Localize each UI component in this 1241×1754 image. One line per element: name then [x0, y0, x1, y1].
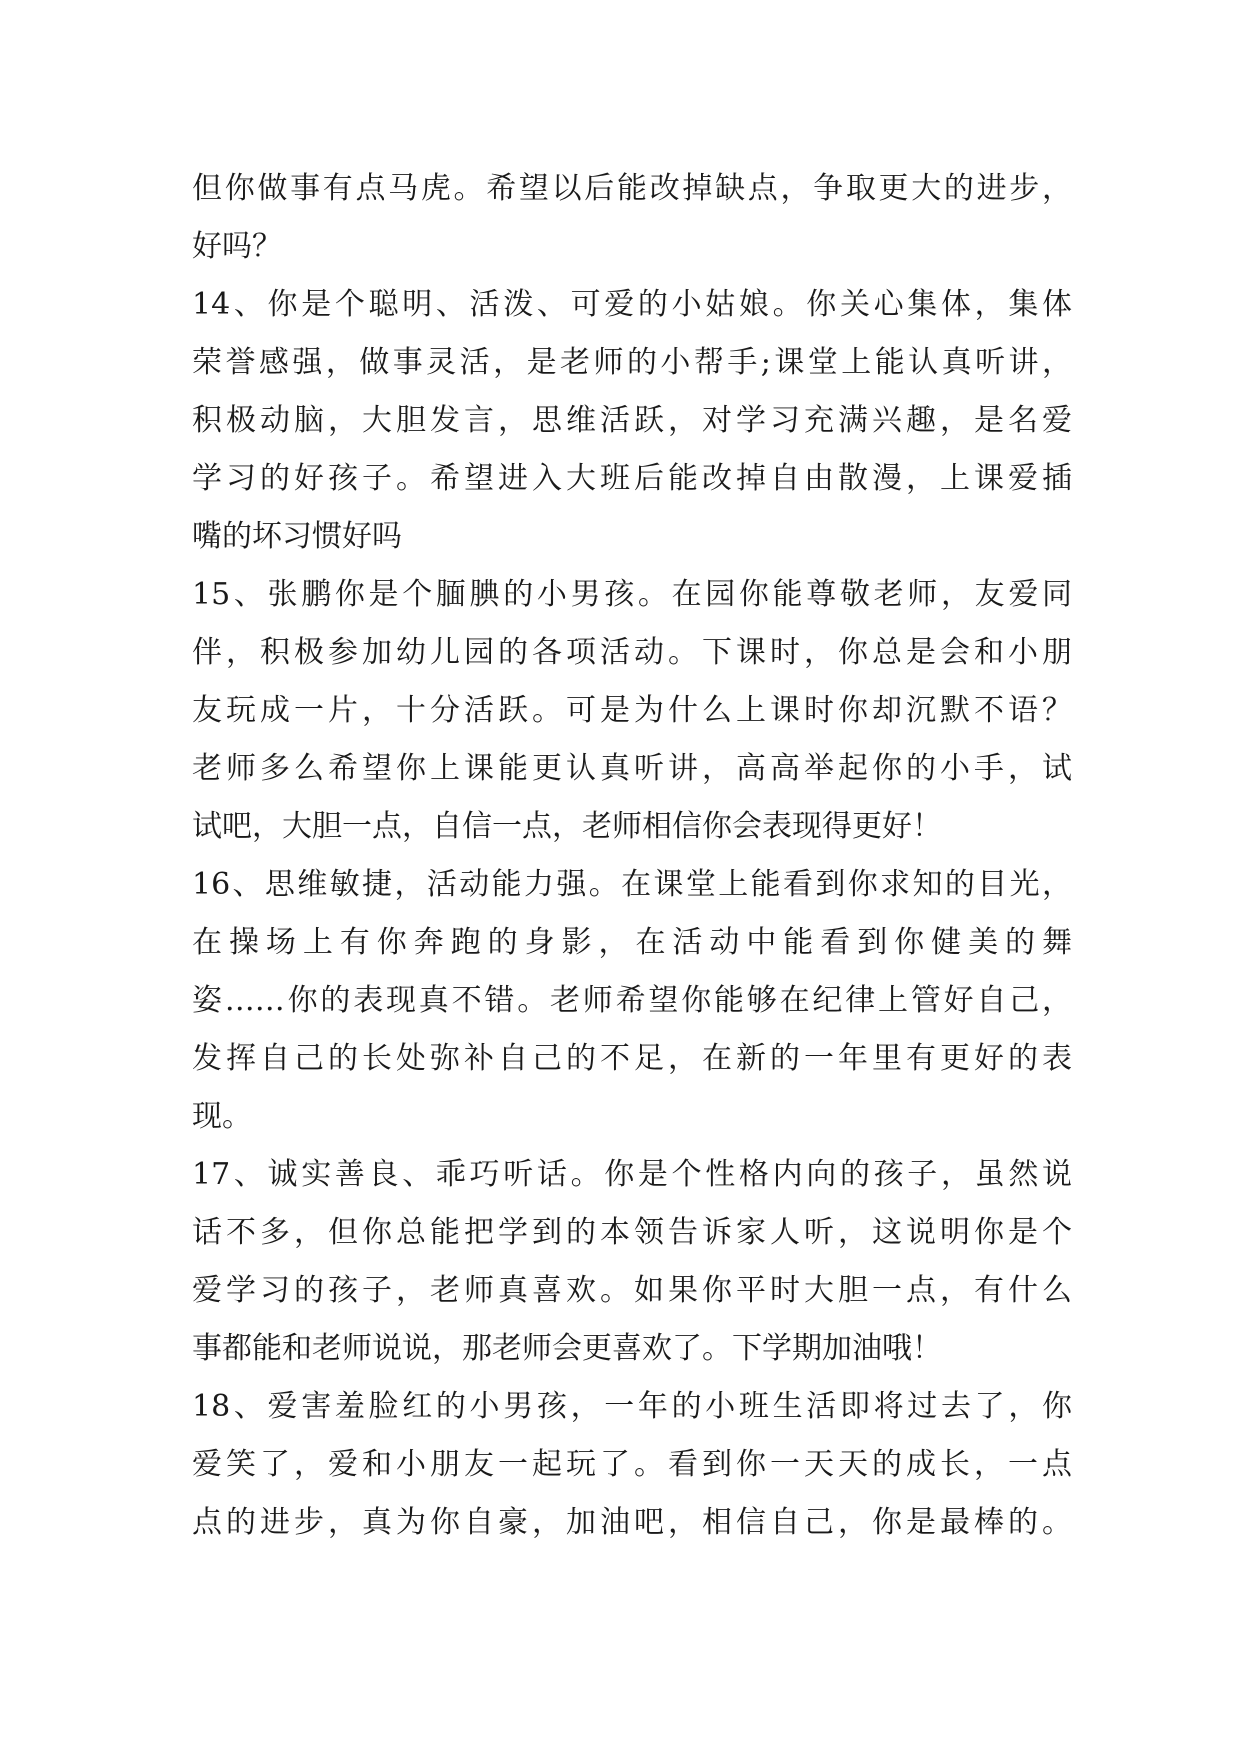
text-line: 在操场上有你奔跑的身影，在活动中能看到你健美的舞 — [192, 925, 1072, 960]
text-line: 话不多，但你总能把学到的本领告诉家人听，这说明你是个 — [192, 1215, 1072, 1250]
text-line: 点的进步，真为你自豪，加油吧，相信自己，你是最棒的。 — [192, 1505, 1072, 1540]
text-line: 但你做事有点马虎。希望以后能改掉缺点，争取更大的进步， — [192, 171, 1072, 206]
text-line: 事都能和老师说说，那老师会更喜欢了。下学期加油哦！ — [192, 1331, 942, 1366]
text-line: 好吗？ — [192, 229, 282, 264]
text-line: 友玩成一片，十分活跃。可是为什么上课时你却沉默不语？ — [192, 693, 1072, 728]
comment-17-line: 17、诚实善良、乖巧听话。你是个性格内向的孩子，虽然说 — [192, 1157, 1072, 1192]
text-line: 姿……你的表现真不错。老师希望你能够在纪律上管好自己， — [192, 983, 1072, 1018]
text-line: 爱笑了，爱和小朋友一起玩了。看到你一天天的成长，一点 — [192, 1447, 1072, 1482]
text-line: 爱学习的孩子，老师真喜欢。如果你平时大胆一点，有什么 — [192, 1273, 1072, 1308]
comment-14-line: 14、你是个聪明、活泼、可爱的小姑娘。你关心集体，集体 — [192, 287, 1072, 322]
text-line: 荣誉感强，做事灵活，是老师的小帮手;课堂上能认真听讲， — [192, 345, 1072, 380]
comment-18-line: 18、爱害羞脸红的小男孩，一年的小班生活即将过去了，你 — [192, 1389, 1072, 1424]
text-line: 试吧，大胆一点，自信一点，老师相信你会表现得更好！ — [192, 809, 942, 844]
comment-15-line: 15、张鹏你是个腼腆的小男孩。在园你能尊敬老师，友爱同 — [192, 577, 1072, 612]
comment-16-line: 16、思维敏捷，活动能力强。在课堂上能看到你求知的目光， — [192, 867, 1072, 902]
text-line: 伴，积极参加幼儿园的各项活动。下课时，你总是会和小朋 — [192, 635, 1072, 670]
document-body — [192, 160, 1072, 1552]
text-line: 发挥自己的长处弥补自己的不足，在新的一年里有更好的表 — [192, 1041, 1072, 1076]
text-line: 嘴的坏习惯好吗 — [192, 519, 402, 554]
text-line: 现。 — [192, 1099, 252, 1134]
text-line: 学习的好孩子。希望进入大班后能改掉自由散漫，上课爱插 — [192, 461, 1072, 496]
text-line: 老师多么希望你上课能更认真听讲，高高举起你的小手，试 — [192, 751, 1072, 786]
text-line: 积极动脑，大胆发言，思维活跃，对学习充满兴趣，是名爱 — [192, 403, 1072, 438]
